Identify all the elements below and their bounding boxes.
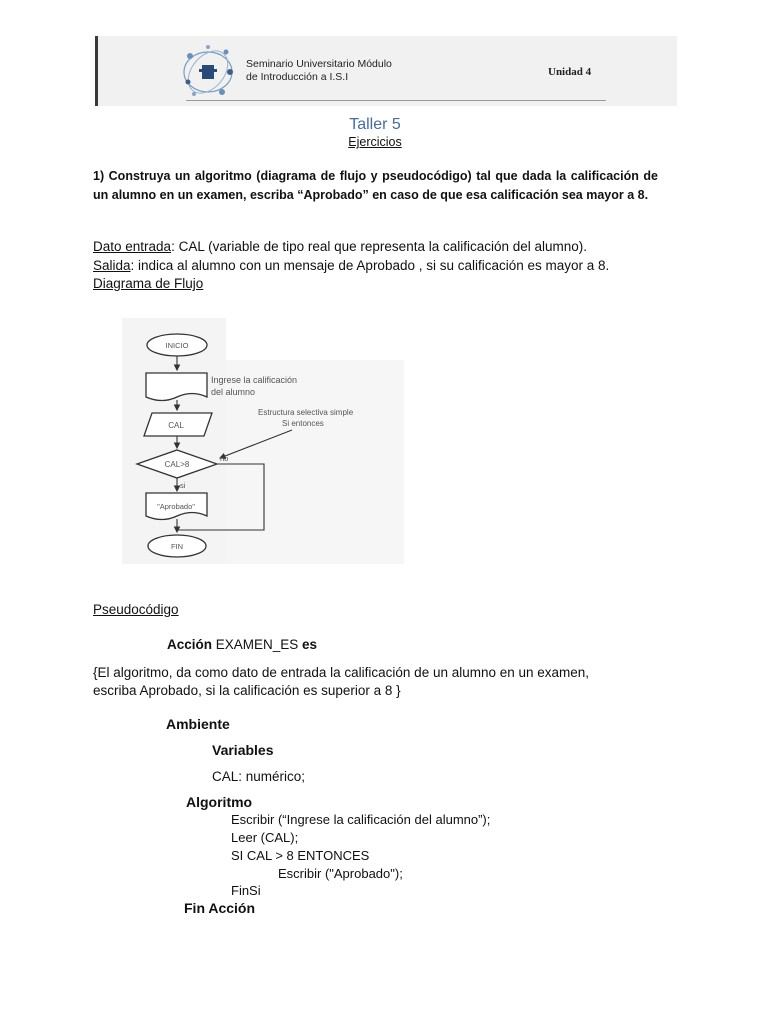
- header-divider: [186, 100, 606, 101]
- salida-label: Salida: [93, 258, 131, 273]
- code-line-finsi: FinSi: [231, 883, 261, 898]
- dato-entrada-text: : CAL (variable de tipo real que representa la calificación del alumno).: [171, 239, 588, 254]
- yes-label: si: [180, 481, 186, 490]
- end-label: FIN: [170, 542, 184, 551]
- annotation-line1: Estructura selectiva simple: [258, 408, 354, 417]
- code-line-si: SI CAL > 8 ENTONCES: [231, 848, 370, 863]
- salida-line: [93, 258, 609, 273]
- section-title: Taller 5: [349, 116, 401, 133]
- salida-text: : indica al alumno con un mensaje de Aprobado , si su calificación es mayor a 8.: [130, 258, 610, 273]
- section-subtitle: Ejercicios: [348, 135, 402, 149]
- dato-entrada-line: [93, 239, 587, 254]
- cal-declaration: CAL: numérico;: [212, 769, 306, 784]
- exercise-statement: 1) Construya un algoritmo (diagrama de flujo y pseudocódigo) tal que dada la calificación de un alumno en un examen, escriba “Aprobado” en caso de que esa calificación sea mayor a 8.: [93, 169, 658, 202]
- output-label: "Aprobado": [157, 502, 195, 511]
- display-symbol: [146, 373, 207, 401]
- header-left-bar: [95, 36, 98, 106]
- accion-keyword: Acción: [167, 637, 213, 652]
- university-logo-icon: [178, 42, 238, 100]
- header-title: [246, 58, 392, 84]
- comment-line1: {El algoritmo, da como dato de entrada la calificación de un alumno en un examen,: [93, 665, 590, 680]
- algoritmo-keyword: Algoritmo: [186, 794, 253, 810]
- read-label: CAL: [168, 421, 184, 430]
- input-prompt-line2: del alumno: [211, 387, 256, 397]
- dato-entrada-label: Dato entrada: [93, 239, 172, 254]
- decision-label: CAL>8: [164, 460, 190, 469]
- algorithm-comment: [93, 664, 653, 700]
- code-line-escribir-aprobado: Escribir ("Aprobado");: [278, 866, 403, 881]
- flowchart: [122, 318, 410, 568]
- comment-line2: escriba Aprobado, si la calificación es superior a 8 }: [93, 683, 401, 698]
- diagram-heading: Diagrama de Flujo: [93, 276, 204, 291]
- accion-line: [167, 637, 317, 652]
- code-line-escribir-prompt: Escribir (“Ingrese la calificación del alumno”);: [231, 812, 491, 827]
- header-title-line2: de Introducción a I.S.I: [246, 71, 349, 83]
- start-label: INICIO: [165, 341, 189, 350]
- input-prompt-line1: Ingrese la calificación: [211, 375, 298, 385]
- accion-name: EXAMEN_ES: [212, 637, 303, 652]
- pseudocode-heading: Pseudocódigo: [93, 602, 179, 617]
- no-label: no: [220, 454, 229, 463]
- header-title-line1: Seminario Universitario Módulo: [246, 58, 392, 70]
- code-line-leer: Leer (CAL);: [231, 830, 299, 845]
- ambiente-keyword: Ambiente: [166, 716, 230, 732]
- variables-keyword: Variables: [212, 742, 274, 758]
- header-unit: Unidad 4: [548, 66, 592, 78]
- annotation-line2: Si entonces: [282, 419, 324, 428]
- es-keyword: es: [302, 637, 318, 652]
- fin-accion-keyword: Fin Acción: [184, 900, 256, 916]
